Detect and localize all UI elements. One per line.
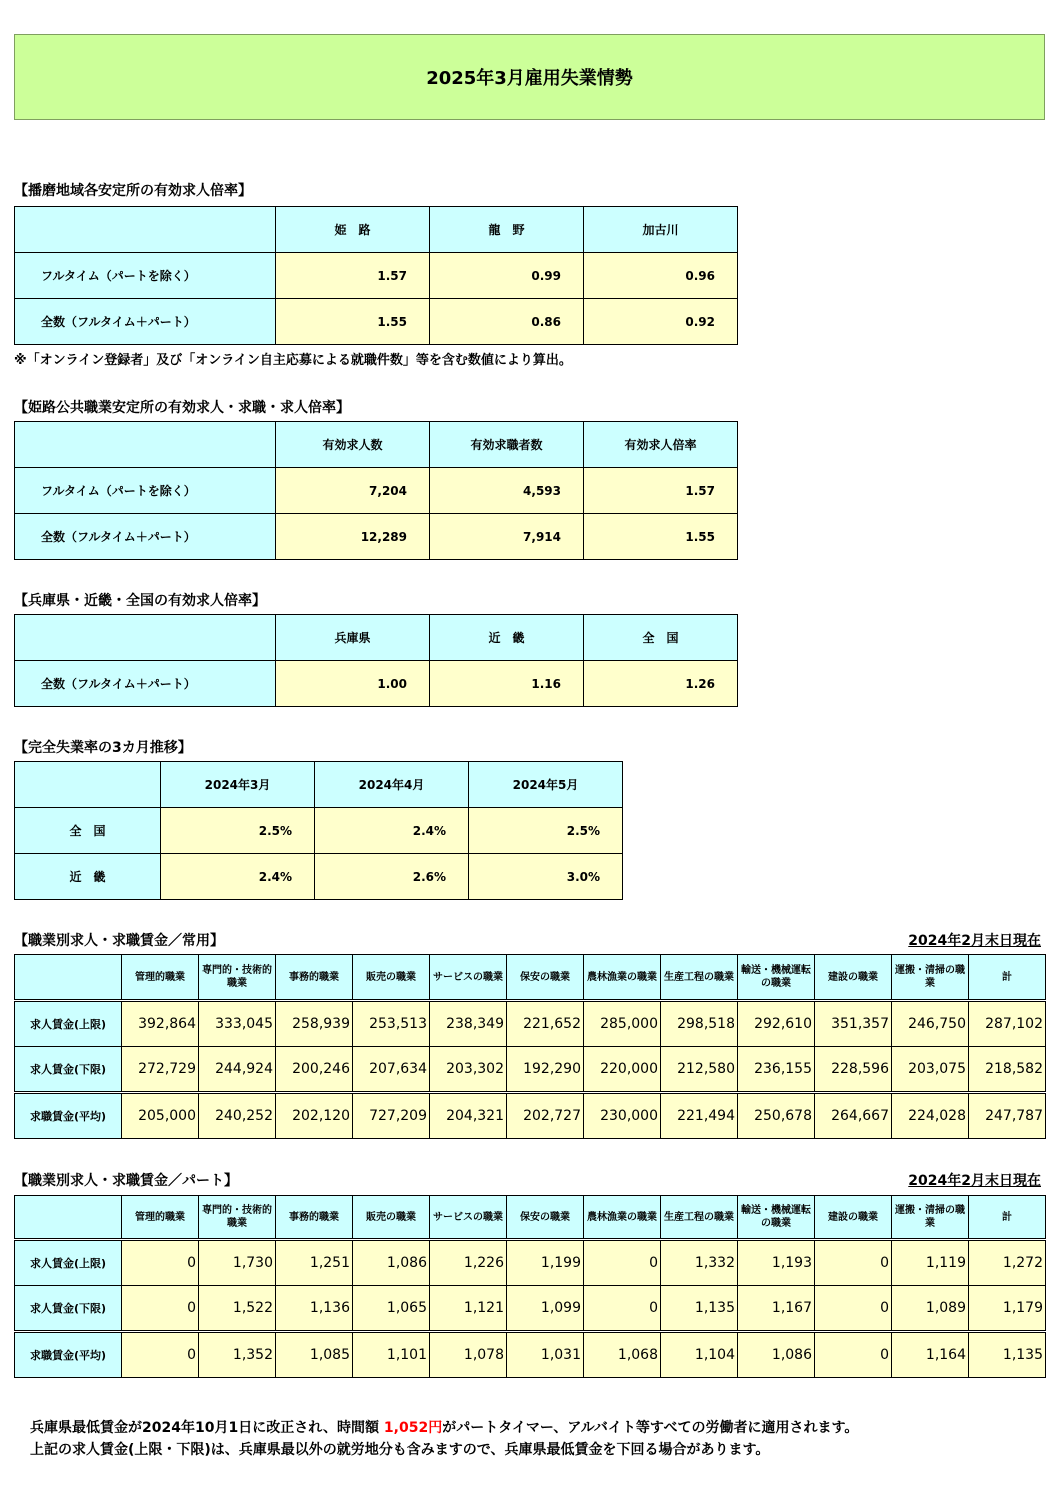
value-cell: 392,864: [122, 1001, 199, 1047]
value-cell: 1.55: [584, 514, 738, 560]
table-row: [15, 1047, 1046, 1093]
value-cell: 236,155: [738, 1047, 815, 1093]
value-cell: 230,000: [584, 1093, 661, 1139]
value-cell: 0: [815, 1332, 892, 1378]
table-row: [15, 253, 738, 299]
header-blank-cell: [15, 762, 161, 808]
header-occupation: 建設の職業: [815, 955, 892, 1001]
value-cell: 244,924: [199, 1047, 276, 1093]
value-cell: 1,086: [353, 1240, 430, 1286]
value-cell: 221,494: [661, 1093, 738, 1139]
value-cell: 1,193: [738, 1240, 815, 1286]
value-cell: 203,075: [892, 1047, 969, 1093]
value-cell: 1.57: [584, 468, 738, 514]
header-total: 計: [969, 1196, 1046, 1240]
header-occupation: 管理的職業: [122, 1196, 199, 1240]
table-row: [15, 514, 738, 560]
row-label: 全 国: [15, 808, 161, 854]
header-occupation: 運搬・清掃の職業: [892, 955, 969, 1001]
page-title: 2025年3月雇用失業情勢: [14, 34, 1045, 120]
value-cell: 2.5%: [161, 808, 315, 854]
row-label: 求職賃金(平均): [15, 1093, 122, 1139]
header-seekers: 有効求職者数: [430, 422, 584, 468]
value-cell: 2.5%: [469, 808, 623, 854]
value-cell: 247,787: [969, 1093, 1046, 1139]
value-cell: 7,914: [430, 514, 584, 560]
wage-part-table: [14, 1195, 1046, 1378]
value-cell: 1,078: [430, 1332, 507, 1378]
value-cell: 727,209: [353, 1093, 430, 1139]
value-cell: 1,352: [199, 1332, 276, 1378]
header-openings: 有効求人数: [276, 422, 430, 468]
value-cell: 1,226: [430, 1240, 507, 1286]
header-occupation: 販売の職業: [353, 955, 430, 1001]
header-month: 2024年4月: [315, 762, 469, 808]
header-blank-cell: [15, 422, 276, 468]
value-cell: 0: [584, 1286, 661, 1332]
value-cell: 272,729: [122, 1047, 199, 1093]
section-wage-part-label: 【職業別求人・求職賃金／パート】: [14, 1173, 238, 1189]
value-cell: 3.0%: [469, 854, 623, 900]
header-blank-cell: [15, 615, 276, 661]
header-ratio: 有効求人倍率: [584, 422, 738, 468]
wage-regular-table: [14, 954, 1046, 1139]
wage-disclaimer-note: 上記の求人賃金(上限・下限)は、兵庫県最以外の就労地分も含みますので、兵庫県最低賃金を下回る場合があります。: [30, 1442, 770, 1458]
table-row: [15, 1093, 1046, 1139]
header-month: 2024年5月: [469, 762, 623, 808]
value-cell: 287,102: [969, 1001, 1046, 1047]
value-cell: 202,727: [507, 1093, 584, 1139]
minimum-wage-note-pre: 兵庫県最低賃金が2024年10月1日に改正され、時間額: [30, 1420, 384, 1436]
value-cell: 0.92: [584, 299, 738, 345]
value-cell: 0: [584, 1240, 661, 1286]
value-cell: 1,167: [738, 1286, 815, 1332]
value-cell: 0: [815, 1240, 892, 1286]
header-occupation: 事務的職業: [276, 1196, 353, 1240]
value-cell: 292,610: [738, 1001, 815, 1047]
wage-part-asof: 2024年2月末日現在: [908, 1173, 1041, 1189]
value-cell: 298,518: [661, 1001, 738, 1047]
row-label: 全数（フルタイム＋パート）: [15, 661, 276, 707]
value-cell: 1,031: [507, 1332, 584, 1378]
value-cell: 1,135: [661, 1286, 738, 1332]
header-occupation: 輸送・機械運転の職業: [738, 955, 815, 1001]
value-cell: 7,204: [276, 468, 430, 514]
value-cell: 218,582: [969, 1047, 1046, 1093]
value-cell: 1,251: [276, 1240, 353, 1286]
section-himeji-office-label: 【姫路公共職業安定所の有効求人・求職・求人倍率】: [14, 400, 350, 416]
header-occupation: 農林漁業の職業: [584, 1196, 661, 1240]
value-cell: 224,028: [892, 1093, 969, 1139]
value-cell: 1,101: [353, 1332, 430, 1378]
himeji-office-table: [14, 421, 738, 560]
value-cell: 1.00: [276, 661, 430, 707]
header-occupation: 建設の職業: [815, 1196, 892, 1240]
value-cell: 1,199: [507, 1240, 584, 1286]
value-cell: 2.6%: [315, 854, 469, 900]
value-cell: 1.16: [430, 661, 584, 707]
header-blank-cell: [15, 1196, 122, 1240]
value-cell: 1,065: [353, 1286, 430, 1332]
row-label: 求人賃金(上限): [15, 1240, 122, 1286]
value-cell: 1,332: [661, 1240, 738, 1286]
header-occupation: 事務的職業: [276, 955, 353, 1001]
value-cell: 1,086: [738, 1332, 815, 1378]
header-occupation: 専門的・技術的職業: [199, 1196, 276, 1240]
row-label: 求人賃金(上限): [15, 1001, 122, 1047]
value-cell: 1,068: [584, 1332, 661, 1378]
minimum-wage-amount: 1,052円: [383, 1420, 443, 1436]
value-cell: 1.57: [276, 253, 430, 299]
value-cell: 202,120: [276, 1093, 353, 1139]
header-occupation: 運搬・清掃の職業: [892, 1196, 969, 1240]
header-occupation: 輸送・機械運転の職業: [738, 1196, 815, 1240]
value-cell: 0: [815, 1286, 892, 1332]
value-cell: 192,290: [507, 1047, 584, 1093]
value-cell: 4,593: [430, 468, 584, 514]
value-cell: 0.99: [430, 253, 584, 299]
row-label: フルタイム（パートを除く）: [15, 253, 276, 299]
value-cell: 258,939: [276, 1001, 353, 1047]
value-cell: 1,164: [892, 1332, 969, 1378]
value-cell: 0: [122, 1240, 199, 1286]
value-cell: 253,513: [353, 1001, 430, 1047]
value-cell: 246,750: [892, 1001, 969, 1047]
section-harima-ratio-label: 【播磨地域各安定所の有効求人倍率】: [14, 183, 252, 199]
header-blank-cell: [15, 955, 122, 1001]
header-occupation: 保安の職業: [507, 1196, 584, 1240]
value-cell: 200,246: [276, 1047, 353, 1093]
header-month: 2024年3月: [161, 762, 315, 808]
value-cell: 205,000: [122, 1093, 199, 1139]
wage-regular-asof: 2024年2月末日現在: [908, 933, 1041, 949]
header-kinki: 近 畿: [430, 615, 584, 661]
header-occupation: 管理的職業: [122, 955, 199, 1001]
header-tatsuno: 龍 野: [430, 207, 584, 253]
header-national: 全 国: [584, 615, 738, 661]
header-occupation: 生産工程の職業: [661, 955, 738, 1001]
value-cell: 1,119: [892, 1240, 969, 1286]
table-row: [15, 854, 623, 900]
table-row: [15, 1286, 1046, 1332]
value-cell: 238,349: [430, 1001, 507, 1047]
value-cell: 1,089: [892, 1286, 969, 1332]
value-cell: 250,678: [738, 1093, 815, 1139]
value-cell: 333,045: [199, 1001, 276, 1047]
row-label: 近 畿: [15, 854, 161, 900]
header-himeji: 姫 路: [276, 207, 430, 253]
value-cell: 1,121: [430, 1286, 507, 1332]
header-hyogo: 兵庫県: [276, 615, 430, 661]
value-cell: 204,321: [430, 1093, 507, 1139]
value-cell: 0.86: [430, 299, 584, 345]
value-cell: 285,000: [584, 1001, 661, 1047]
table-row: [15, 1332, 1046, 1378]
value-cell: 221,652: [507, 1001, 584, 1047]
value-cell: 12,289: [276, 514, 430, 560]
value-cell: 1,730: [199, 1240, 276, 1286]
header-occupation: 生産工程の職業: [661, 1196, 738, 1240]
value-cell: 1,135: [969, 1332, 1046, 1378]
value-cell: 1.26: [584, 661, 738, 707]
value-cell: 220,000: [584, 1047, 661, 1093]
value-cell: 240,252: [199, 1093, 276, 1139]
value-cell: 1,522: [199, 1286, 276, 1332]
value-cell: 1,272: [969, 1240, 1046, 1286]
value-cell: 351,357: [815, 1001, 892, 1047]
header-occupation: サービスの職業: [430, 955, 507, 1001]
table-row: [15, 299, 738, 345]
table-row: [15, 661, 738, 707]
header-blank-cell: [15, 207, 276, 253]
table-row: [15, 468, 738, 514]
header-occupation: 専門的・技術的職業: [199, 955, 276, 1001]
header-occupation: 農林漁業の職業: [584, 955, 661, 1001]
minimum-wage-note: [30, 1417, 858, 1437]
value-cell: 0: [122, 1286, 199, 1332]
table-row: [15, 1240, 1046, 1286]
row-label: 求人賃金(下限): [15, 1286, 122, 1332]
value-cell: 1.55: [276, 299, 430, 345]
value-cell: 0: [122, 1332, 199, 1378]
value-cell: 1,179: [969, 1286, 1046, 1332]
value-cell: 1,104: [661, 1332, 738, 1378]
row-label: 求職賃金(平均): [15, 1332, 122, 1378]
value-cell: 1,136: [276, 1286, 353, 1332]
header-occupation: 保安の職業: [507, 955, 584, 1001]
row-label: 求人賃金(下限): [15, 1047, 122, 1093]
value-cell: 0.96: [584, 253, 738, 299]
hyogo-kinki-national-table: [14, 614, 738, 707]
header-total: 計: [969, 955, 1046, 1001]
value-cell: 264,667: [815, 1093, 892, 1139]
section-unemployment-label: 【完全失業率の3カ月推移】: [14, 740, 192, 756]
value-cell: 1,099: [507, 1286, 584, 1332]
section-wage-regular-label: 【職業別求人・求職賃金／常用】: [14, 933, 224, 949]
table-row: [15, 808, 623, 854]
section-hyogo-kinki-national-label: 【兵庫県・近畿・全国の有効求人倍率】: [14, 593, 266, 609]
row-label: フルタイム（パートを除く）: [15, 468, 276, 514]
value-cell: 207,634: [353, 1047, 430, 1093]
value-cell: 2.4%: [315, 808, 469, 854]
row-label: 全数（フルタイム＋パート）: [15, 299, 276, 345]
value-cell: 203,302: [430, 1047, 507, 1093]
value-cell: 228,596: [815, 1047, 892, 1093]
table-row: [15, 1001, 1046, 1047]
harima-ratio-table: [14, 206, 738, 345]
unemployment-table: [14, 761, 623, 900]
header-occupation: サービスの職業: [430, 1196, 507, 1240]
header-occupation: 販売の職業: [353, 1196, 430, 1240]
value-cell: 212,580: [661, 1047, 738, 1093]
online-note: ※「オンライン登録者」及び「オンライン自主応募による就職件数」等を含む数値により算出。: [14, 353, 572, 368]
minimum-wage-note-post: がパートタイマー、アルバイト等すべての労働者に適用されます。: [442, 1420, 859, 1436]
header-kakogawa: 加古川: [584, 207, 738, 253]
value-cell: 1,085: [276, 1332, 353, 1378]
row-label: 全数（フルタイム＋パート）: [15, 514, 276, 560]
value-cell: 2.4%: [161, 854, 315, 900]
